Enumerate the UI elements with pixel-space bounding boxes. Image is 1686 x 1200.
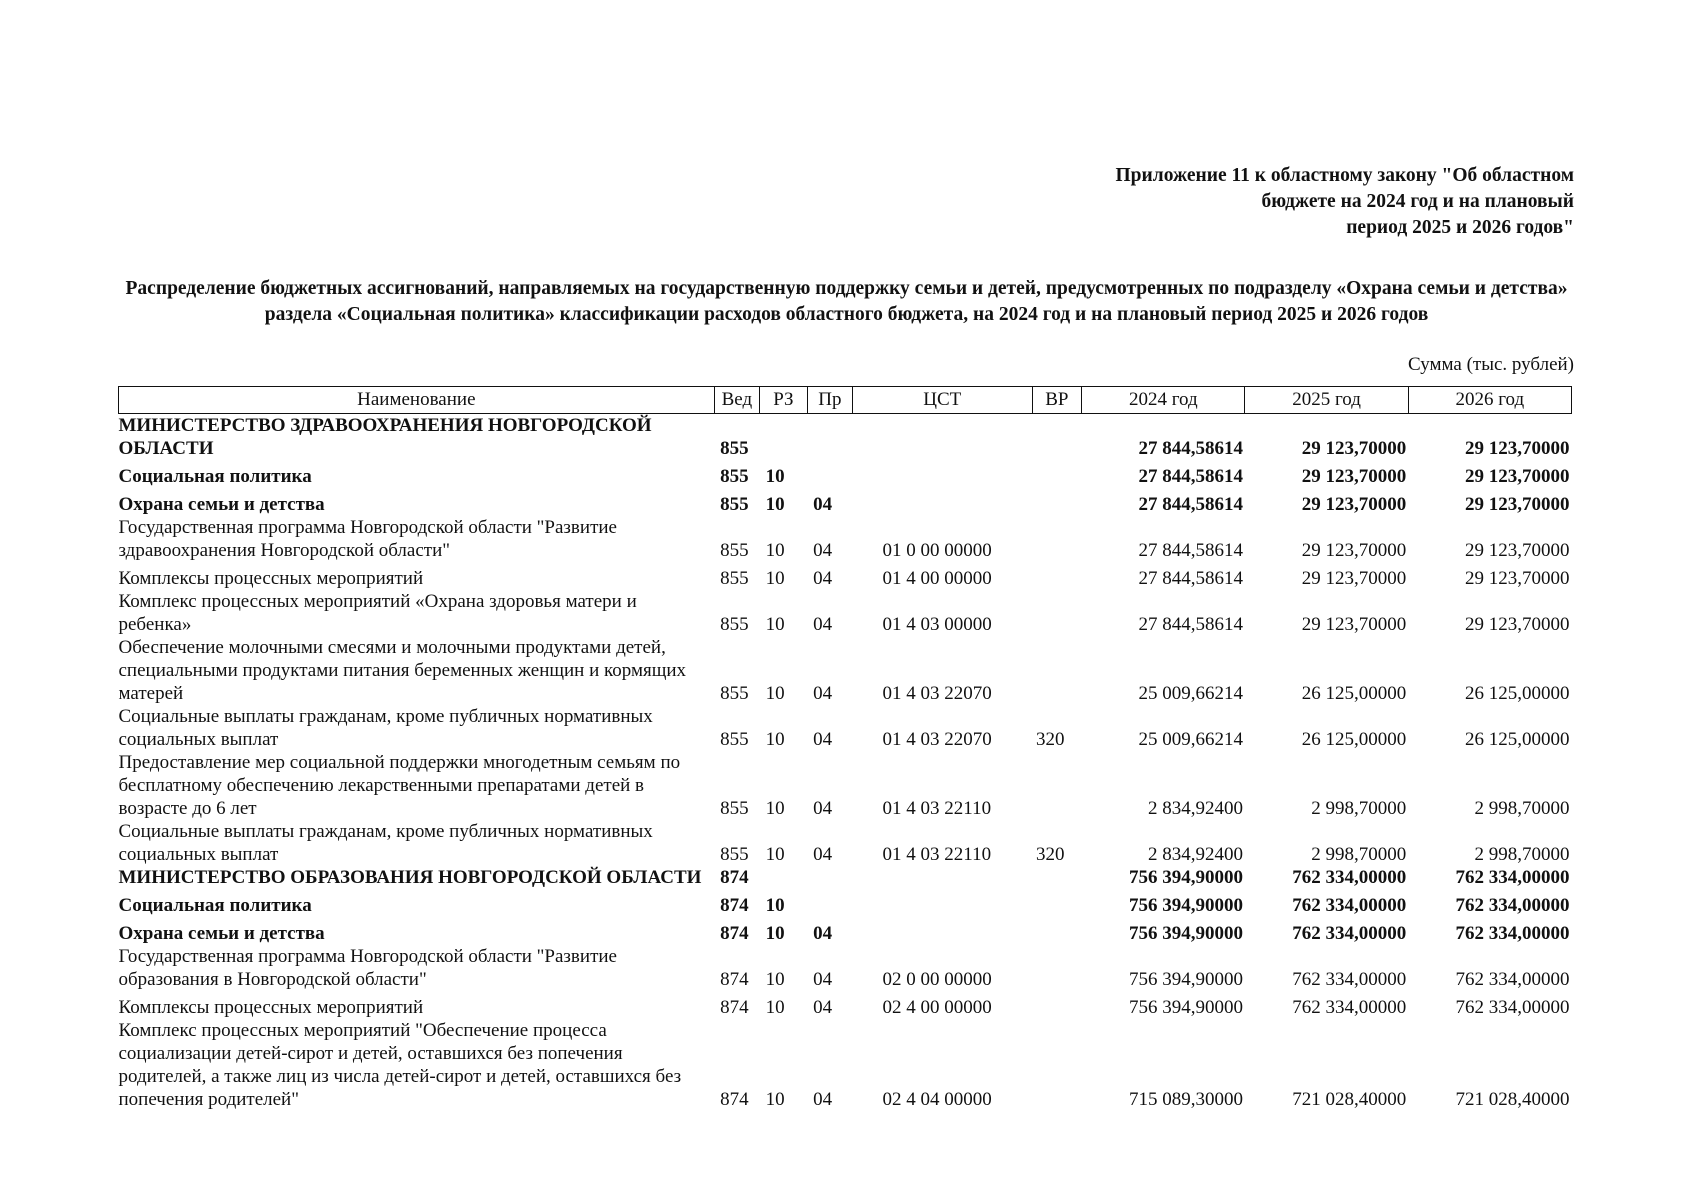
row-2025: 29 123,70000 — [1301, 568, 1407, 589]
row-name: Социальная политика — [118, 466, 312, 487]
row-2026: 29 123,70000 — [1465, 568, 1570, 589]
row-2025: 29 123,70000 — [1301, 540, 1407, 561]
table-row — [119, 460, 1572, 488]
appendix-line: бюджете на 2024 год и на плановый — [1261, 191, 1574, 212]
row-2026: 26 125,00000 — [1465, 729, 1570, 750]
row-rz: 10 — [765, 798, 785, 819]
row-ved: 874 — [720, 867, 749, 888]
row-rz — [760, 414, 808, 461]
budget-table — [118, 386, 1572, 1111]
row-2026: 26 125,00000 — [1465, 683, 1570, 704]
row-2024: 2 834,92400 — [1147, 798, 1243, 819]
table-row — [119, 945, 1572, 991]
row-cst — [853, 866, 1032, 889]
row-vr — [1032, 636, 1082, 705]
row-name: Социальные выплаты гражданам, кроме публичных нормативных социальных выплат — [118, 821, 653, 865]
row-rz: 10 — [765, 969, 785, 990]
document-title: Распределение бюджетных ассигнований, направляемых на государственную поддержку семьи и детей, предусмотренных по подразделу «Охрана семьи и детства» раздела «Социальная политика» классификации расходов областного бюджета, на 2024 год и на плановый период 2025 и 2026 годов — [125, 278, 1568, 325]
row-2024: 27 844,58614 — [1138, 540, 1243, 561]
row-2025: 29 123,70000 — [1301, 614, 1407, 635]
row-cst — [853, 414, 1032, 461]
row-name: Социальная политика — [118, 895, 312, 916]
row-cst: 01 4 00 00000 — [882, 568, 992, 589]
row-vr — [1032, 991, 1082, 1019]
row-2025: 2 998,70000 — [1311, 798, 1407, 819]
table-row — [119, 917, 1572, 945]
row-2026: 29 123,70000 — [1465, 438, 1570, 459]
row-pr: 04 — [813, 683, 833, 704]
row-2025: 762 334,00000 — [1292, 895, 1407, 916]
row-name: Комплекс процессных мероприятий "Обеспечение процесса социализации детей-сирот и детей, оставшихся без попечения родителей, а также лиц из числа детей-сирот и детей, оставшихся без попечения родителей" — [118, 1020, 682, 1110]
row-vr — [1032, 590, 1082, 636]
row-rz — [760, 866, 808, 889]
row-pr: 04 — [813, 540, 833, 561]
row-vr — [1032, 1019, 1082, 1111]
row-name: Комплексы процессных мероприятий — [118, 568, 424, 589]
row-ved: 855 — [720, 438, 749, 459]
row-2026: 762 334,00000 — [1455, 969, 1570, 990]
row-pr — [807, 460, 852, 488]
row-2024: 756 394,90000 — [1128, 969, 1243, 990]
row-name: МИНИСТЕРСТВО ЗДРАВООХРАНЕНИЯ НОВГОРОДСКОЙ ОБЛАСТИ — [118, 415, 652, 459]
row-ved: 874 — [720, 969, 749, 990]
row-ved: 855 — [720, 494, 749, 515]
row-pr — [807, 414, 852, 461]
row-cst: 01 0 00 00000 — [882, 540, 992, 561]
table-row — [119, 889, 1572, 917]
col-header-name: Наименование — [119, 387, 715, 414]
row-ved: 874 — [720, 895, 749, 916]
row-vr — [1032, 889, 1082, 917]
col-header-ved: Вед — [714, 387, 759, 414]
appendix-line: Приложение 11 к областному закону "Об областном — [1115, 165, 1574, 186]
row-pr: 04 — [813, 969, 833, 990]
row-name: Государственная программа Новгородской области "Развитие образования в Новгородской области" — [118, 946, 617, 990]
row-vr — [1032, 751, 1082, 820]
table-row — [119, 866, 1572, 889]
row-2026: 721 028,40000 — [1455, 1089, 1570, 1110]
row-ved: 855 — [720, 540, 749, 561]
row-rz: 10 — [765, 1089, 785, 1110]
col-header-2024: 2024 год — [1082, 387, 1245, 414]
row-2024: 25 009,66214 — [1138, 683, 1243, 704]
row-2024: 715 089,30000 — [1128, 1089, 1243, 1110]
row-cst: 02 4 04 00000 — [882, 1089, 992, 1110]
row-pr: 04 — [813, 923, 833, 944]
row-2026: 2 998,70000 — [1474, 798, 1570, 819]
row-vr — [1032, 488, 1082, 516]
table-body — [119, 414, 1572, 1112]
row-name: Охрана семьи и детства — [118, 923, 325, 944]
table-row — [119, 636, 1572, 705]
row-cst: 01 4 03 00000 — [882, 614, 992, 635]
row-vr — [1032, 945, 1082, 991]
row-cst — [853, 488, 1032, 516]
row-2024: 756 394,90000 — [1128, 895, 1243, 916]
row-rz: 10 — [765, 540, 785, 561]
row-pr: 04 — [813, 568, 833, 589]
table-row — [119, 1019, 1572, 1111]
row-2025: 762 334,00000 — [1292, 969, 1407, 990]
row-vr — [1032, 866, 1082, 889]
row-rz: 10 — [765, 568, 785, 589]
appendix-reference — [1014, 163, 1574, 241]
row-2026: 762 334,00000 — [1455, 997, 1570, 1018]
row-pr — [807, 866, 852, 889]
row-rz: 10 — [765, 997, 785, 1018]
row-2026: 2 998,70000 — [1474, 844, 1570, 865]
row-vr — [1032, 460, 1082, 488]
row-rz: 10 — [765, 729, 785, 750]
col-header-2026: 2026 год — [1408, 387, 1571, 414]
row-ved: 855 — [720, 729, 749, 750]
row-cst: 01 4 03 22110 — [882, 844, 992, 865]
row-2026: 762 334,00000 — [1455, 923, 1570, 944]
row-2024: 2 834,92400 — [1147, 844, 1243, 865]
row-ved: 874 — [720, 923, 749, 944]
row-name: МИНИСТЕРСТВО ОБРАЗОВАНИЯ НОВГОРОДСКОЙ ОБЛАСТИ — [118, 867, 702, 888]
row-name: Комплекс процессных мероприятий «Охрана здоровья матери и ребенка» — [118, 591, 637, 635]
row-2025: 29 123,70000 — [1301, 494, 1407, 515]
row-2026: 29 123,70000 — [1465, 494, 1570, 515]
row-2025: 29 123,70000 — [1301, 438, 1407, 459]
row-2026: 762 334,00000 — [1455, 867, 1570, 888]
row-2025: 762 334,00000 — [1292, 997, 1407, 1018]
row-pr: 04 — [813, 614, 833, 635]
row-2024: 756 394,90000 — [1128, 923, 1243, 944]
row-ved: 855 — [720, 614, 749, 635]
row-name: Обеспечение молочными смесями и молочными продуктами детей, специальными продуктами питания беременных женщин и кормящих матерей — [118, 637, 687, 704]
row-2026: 29 123,70000 — [1465, 540, 1570, 561]
row-vr — [1032, 562, 1082, 590]
row-ved: 855 — [720, 466, 749, 487]
row-cst — [853, 889, 1032, 917]
row-2026: 29 123,70000 — [1465, 466, 1570, 487]
row-pr: 04 — [813, 1089, 833, 1110]
table-row — [119, 820, 1572, 866]
row-ved: 874 — [720, 997, 749, 1018]
row-2024: 27 844,58614 — [1138, 438, 1243, 459]
row-cst: 02 0 00 00000 — [882, 969, 992, 990]
row-2025: 2 998,70000 — [1311, 844, 1407, 865]
row-pr: 04 — [813, 729, 833, 750]
row-cst — [853, 460, 1032, 488]
row-name: Государственная программа Новгородской области "Развитие здравоохранения Новгородской области" — [118, 517, 617, 561]
row-rz: 10 — [765, 844, 785, 865]
row-name: Охрана семьи и детства — [118, 494, 325, 515]
row-name: Комплексы процессных мероприятий — [118, 997, 424, 1018]
row-rz: 10 — [765, 923, 785, 944]
row-ved: 855 — [720, 683, 749, 704]
row-pr: 04 — [813, 844, 833, 865]
row-2024: 27 844,58614 — [1138, 568, 1243, 589]
row-2026: 29 123,70000 — [1465, 614, 1570, 635]
row-2024: 27 844,58614 — [1138, 614, 1243, 635]
row-ved: 855 — [720, 844, 749, 865]
row-2025: 762 334,00000 — [1292, 867, 1407, 888]
row-rz: 10 — [765, 683, 785, 704]
row-pr: 04 — [813, 997, 833, 1018]
row-vr — [1032, 414, 1082, 461]
row-2024: 756 394,90000 — [1128, 997, 1243, 1018]
row-rz: 10 — [765, 466, 785, 487]
row-ved: 874 — [720, 1089, 749, 1110]
table-row — [119, 705, 1572, 751]
row-2026: 762 334,00000 — [1455, 895, 1570, 916]
row-2024: 27 844,58614 — [1138, 466, 1243, 487]
col-header-pr: Пр — [807, 387, 852, 414]
col-header-vr: ВР — [1032, 387, 1082, 414]
table-header-row — [119, 387, 1572, 414]
row-2024: 27 844,58614 — [1138, 494, 1243, 515]
units-label: Сумма (тыс. рублей) — [1408, 354, 1574, 375]
row-pr: 04 — [813, 494, 833, 515]
table-row — [119, 751, 1572, 820]
row-name: Социальные выплаты гражданам, кроме публичных нормативных социальных выплат — [118, 706, 653, 750]
row-2024: 25 009,66214 — [1138, 729, 1243, 750]
row-rz: 10 — [765, 494, 785, 515]
table-row — [119, 590, 1572, 636]
row-2025: 721 028,40000 — [1292, 1089, 1407, 1110]
col-header-2025: 2025 год — [1245, 387, 1408, 414]
row-vr — [1032, 917, 1082, 945]
table-row — [119, 516, 1572, 562]
row-cst: 01 4 03 22070 — [882, 729, 992, 750]
row-cst: 02 4 00 00000 — [882, 997, 992, 1018]
row-2025: 29 123,70000 — [1301, 466, 1407, 487]
row-pr — [807, 889, 852, 917]
col-header-rz: РЗ — [760, 387, 808, 414]
row-rz: 10 — [765, 614, 785, 635]
row-rz: 10 — [765, 895, 785, 916]
row-2025: 26 125,00000 — [1301, 683, 1407, 704]
table-row — [119, 562, 1572, 590]
row-2025: 26 125,00000 — [1301, 729, 1407, 750]
row-cst: 01 4 03 22110 — [882, 798, 992, 819]
row-ved: 855 — [720, 798, 749, 819]
row-cst: 01 4 03 22070 — [882, 683, 992, 704]
row-ved: 855 — [720, 568, 749, 589]
table-row — [119, 488, 1572, 516]
row-vr — [1032, 516, 1082, 562]
row-pr: 04 — [813, 798, 833, 819]
table-row — [119, 991, 1572, 1019]
row-2025: 762 334,00000 — [1292, 923, 1407, 944]
col-header-cst: ЦСТ — [853, 387, 1032, 414]
row-2024: 756 394,90000 — [1128, 867, 1243, 888]
row-vr: 320 — [1036, 844, 1065, 865]
table-row — [119, 414, 1572, 461]
row-name: Предоставление мер социальной поддержки многодетным семьям по бесплатному обеспечению лекарственными препаратами детей в возрасте до 6 лет — [118, 752, 681, 819]
row-cst — [853, 917, 1032, 945]
row-vr: 320 — [1036, 729, 1065, 750]
appendix-line: период 2025 и 2026 годов" — [1346, 217, 1574, 238]
